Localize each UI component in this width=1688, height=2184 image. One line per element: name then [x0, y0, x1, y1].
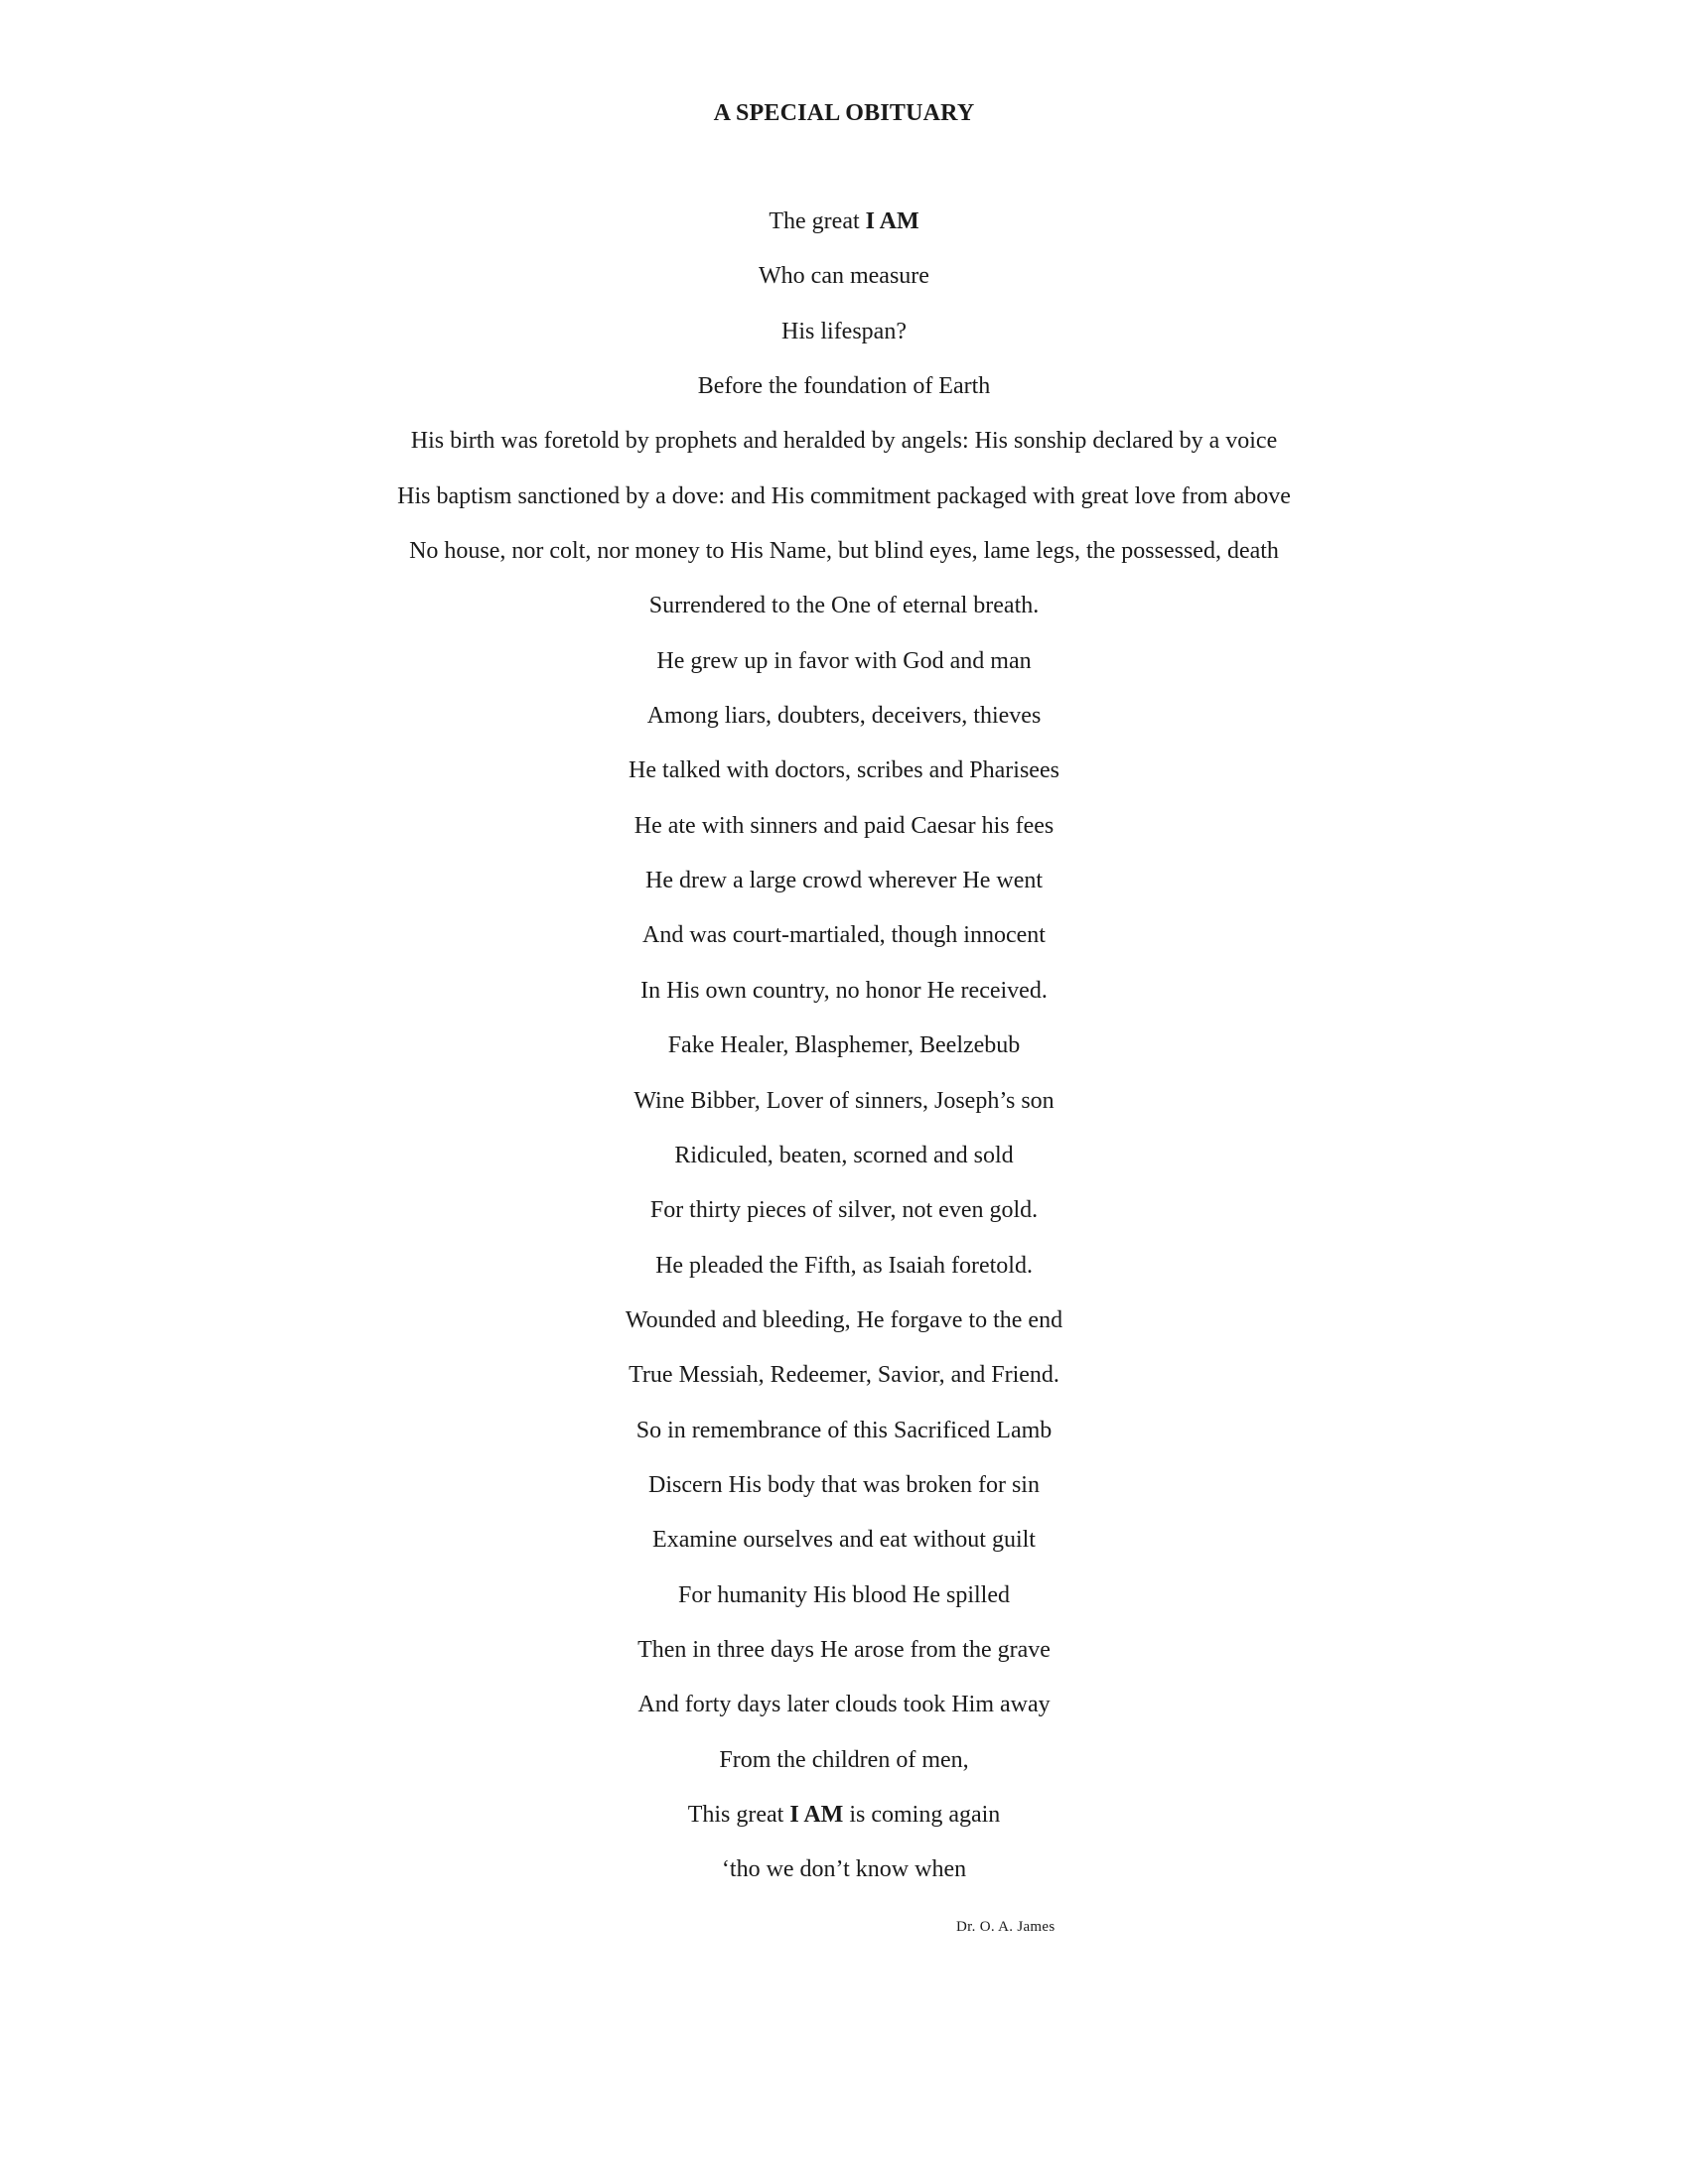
poem-line [0, 1745, 1688, 1800]
poem-line [0, 1854, 1688, 1909]
poem-line [0, 646, 1688, 701]
author-signature: Dr. O. A. James [956, 1919, 1055, 1935]
poem-line [0, 1580, 1688, 1635]
poem-line-text: He pleaded the Fifth, as Isaiah foretold. [655, 1252, 1033, 1279]
poem-line [0, 1635, 1688, 1690]
poem-line-text-after: is coming again [843, 1801, 1001, 1828]
poem-line [0, 426, 1688, 480]
poem-line [0, 371, 1688, 426]
poem-line-text: From the children of men, [719, 1746, 969, 1773]
poem-line-emphasis: I AM [789, 1801, 844, 1828]
poem-line-text: He grew up in favor with God and man [656, 647, 1032, 674]
poem-line-text: Among liars, doubters, deceivers, thieves [646, 703, 1042, 730]
poem-line-text: For thirty pieces of silver, not even gold. [649, 1197, 1039, 1224]
poem-line-text: Discern His body that was broken for sin [648, 1471, 1040, 1498]
poem-line-text: He drew a large crowd wherever He went [644, 868, 1044, 894]
poem-line [0, 317, 1688, 371]
poem-line [0, 1416, 1688, 1470]
poem-line-text: His lifespan? [781, 318, 907, 344]
poem-line [0, 206, 1688, 261]
poem-line-text: Fake Healer, Blasphemer, Beelzebub [667, 1032, 1021, 1059]
poem-line [0, 811, 1688, 866]
poem-line-text: Wounded and bleeding, He forgave to the end [625, 1306, 1063, 1333]
document-title: A SPECIAL OBITUARY [713, 100, 975, 126]
poem-line-text: And forty days later clouds took Him away [637, 1692, 1051, 1718]
poem-line-emphasis: I AM [865, 208, 919, 234]
poem-line-text: No house, nor colt, nor money to His Name, but blind eyes, lame legs, the possessed, death [409, 538, 1279, 565]
poem-line-text: The great [769, 208, 866, 234]
poem-line [0, 481, 1688, 536]
poem-line [0, 261, 1688, 316]
poem-line [0, 1525, 1688, 1579]
poem-line [0, 1690, 1688, 1744]
poem-line-text: Who can measure [759, 263, 929, 290]
poem-line-text: Surrendered to the One of eternal breath. [648, 593, 1040, 619]
poem-line-text: ‘tho we don’t know when [721, 1856, 967, 1883]
poem-body [0, 206, 1688, 1910]
poem-line-text: So in remembrance of this Sacrificed Lamb [635, 1417, 1053, 1443]
poem-line [0, 1141, 1688, 1195]
poem-line-text: His baptism sanctioned by a dove: and His commitment packaged with great love from above [397, 482, 1291, 509]
poem-line [0, 1800, 1688, 1854]
poem-line [0, 1360, 1688, 1415]
poem-line [0, 976, 1688, 1030]
poem-line [0, 1305, 1688, 1360]
poem-line-text: True Messiah, Redeemer, Savior, and Friend. [629, 1362, 1059, 1389]
poem-line [0, 1030, 1688, 1085]
poem-line [0, 1195, 1688, 1250]
poem-line [0, 1251, 1688, 1305]
poem-line-text: In His own country, no honor He received. [640, 977, 1048, 1004]
poem-line-text: Examine ourselves and eat without guilt [652, 1527, 1036, 1554]
poem-line-text: This great [687, 1801, 790, 1828]
poem-line-text: Wine Bibber, Lover of sinners, Joseph’s son [633, 1087, 1055, 1114]
poem-line-text: Before the foundation of Earth [697, 373, 991, 400]
poem-line [0, 1470, 1688, 1525]
poem-line [0, 920, 1688, 975]
poem-line-text: He talked with doctors, scribes and Pharisees [629, 757, 1059, 784]
poem-line [0, 701, 1688, 755]
poem-line-text: Ridiculed, beaten, scorned and sold [674, 1142, 1014, 1168]
poem-line [0, 755, 1688, 810]
poem-line-text: And was court-martialed, though innocent [642, 922, 1046, 949]
poem-line [0, 866, 1688, 920]
poem-line-text: For humanity His blood He spilled [678, 1581, 1010, 1608]
poem-line [0, 1086, 1688, 1141]
poem-line [0, 591, 1688, 645]
poem-line-text: His birth was foretold by prophets and heralded by angels: His sonship declared by a voice [410, 428, 1278, 455]
poem-line-text: Then in three days He arose from the grave [637, 1636, 1051, 1663]
poem-line-text: He ate with sinners and paid Caesar his fees [633, 812, 1055, 839]
poem-line [0, 536, 1688, 591]
